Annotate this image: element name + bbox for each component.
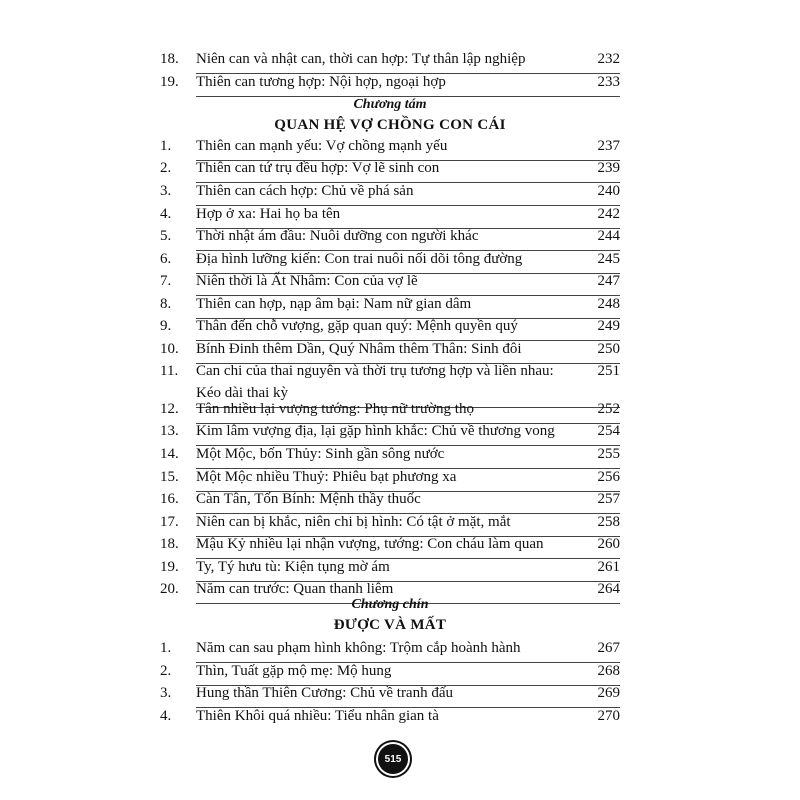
entry-number: 19. <box>160 74 179 90</box>
chapter-heading: QUAN HỆ VỢ CHỒNG CON CÁI <box>274 117 506 133</box>
entry-number: 6. <box>160 251 172 267</box>
entry-title: Thời nhật ám đầu: Nuôi dưỡng con người khác <box>196 228 479 244</box>
entry-title: Thìn, Tuất gặp mộ mẹ: Mộ hung <box>196 663 392 679</box>
entry-title: Kim lâm vượng địa, lại gặp hình khắc: Chủ về thương vong <box>196 423 555 439</box>
entry-page: 268 <box>597 663 620 679</box>
entry-number: 4. <box>160 206 172 222</box>
entry-page: 242 <box>597 206 620 222</box>
entry-title: Thiên can tương hợp: Nội hợp, ngoại hợp <box>196 74 446 90</box>
entry-page: 269 <box>597 685 620 701</box>
entry-number: 13. <box>160 423 179 439</box>
entry-page: 240 <box>597 183 620 199</box>
entry-title: Can chi của thai nguyên và thời trụ tương hợp và liền nhau: Kéo dài thai kỳ <box>196 363 554 401</box>
entry-page: 232 <box>597 51 620 67</box>
entry-number: 5. <box>160 228 172 244</box>
entry-page: 261 <box>597 559 620 575</box>
entry-number: 7. <box>160 273 172 289</box>
entry-title: Năm can sau phạm hình không: Trộm cắp hoành hành <box>196 640 521 656</box>
entry-title: Năm can trước: Quan thanh liêm <box>196 581 394 597</box>
entry-page: 257 <box>597 491 620 507</box>
entry-number: 18. <box>160 536 179 552</box>
toc-entry <box>160 338 620 360</box>
entry-title: Thiên can tứ trụ đều hợp: Vợ lẽ sinh con <box>196 160 440 176</box>
entry-number: 1. <box>160 640 172 656</box>
entry-page: 251 <box>597 363 620 379</box>
entry-page: 252 <box>597 401 620 417</box>
entry-page: 258 <box>597 514 620 530</box>
entry-page: 270 <box>597 708 620 724</box>
entry-number: 2. <box>160 160 172 176</box>
entry-number: 3. <box>160 685 172 701</box>
entry-title: Niên thời là Ất Nhâm: Con của vợ lẽ <box>196 273 418 289</box>
entry-number: 3. <box>160 183 172 199</box>
entry-page: 260 <box>597 536 620 552</box>
toc-entry <box>160 180 620 202</box>
entry-page: 250 <box>597 341 620 357</box>
toc-entry <box>160 466 620 488</box>
entry-number: 15. <box>160 469 179 485</box>
toc-entry <box>160 71 620 93</box>
toc-entry <box>160 660 620 682</box>
entry-page: 244 <box>597 228 620 244</box>
toc-entry <box>160 533 620 555</box>
entry-title: Tân nhiều lại vượng tướng: Phụ nữ trường thọ <box>196 401 474 417</box>
toc-entry <box>160 135 620 157</box>
toc-entry <box>160 293 620 315</box>
entry-number: 12. <box>160 401 179 417</box>
entry-title: Thân đến chỗ vượng, gặp quan quý: Mệnh quyền quý <box>196 318 518 334</box>
toc-entry <box>160 270 620 292</box>
entry-title: Càn Tân, Tốn Bính: Mệnh thầy thuốc <box>196 491 421 507</box>
entry-number: 14. <box>160 446 179 462</box>
entry-number: 10. <box>160 341 179 357</box>
entry-number: 20. <box>160 581 179 597</box>
entry-title: Thiên can hợp, nạp âm bại: Nam nữ gian dâm <box>196 296 472 312</box>
entry-page: 247 <box>597 273 620 289</box>
entry-title: Bính Đinh thêm Dần, Quý Nhâm thêm Thân: Sinh đôi <box>196 341 522 357</box>
toc-entry <box>160 225 620 247</box>
entry-number: 18. <box>160 51 179 67</box>
entry-title: Một Mộc, bốn Thủy: Sinh gần sông nước <box>196 446 445 462</box>
toc-entry <box>160 315 620 337</box>
toc-entry <box>160 398 620 420</box>
toc-entry <box>160 420 620 442</box>
toc-entry <box>160 203 620 225</box>
entry-title: Hợp ở xa: Hai họ ba tên <box>196 206 341 222</box>
toc-entry <box>160 682 620 704</box>
chapter-heading: ĐƯỢC VÀ MẤT <box>333 617 447 633</box>
entry-page: 245 <box>597 251 620 267</box>
entry-page: 267 <box>597 640 620 656</box>
toc-entry <box>160 705 620 727</box>
entry-title: Mậu Kỷ nhiều lại nhận vượng, tướng: Con cháu làm quan <box>196 536 544 552</box>
entry-title: Thiên Khôi quá nhiều: Tiểu nhân gian tà <box>196 708 439 724</box>
entry-page: 254 <box>597 423 620 439</box>
entry-page: 239 <box>597 160 620 176</box>
entry-number: 1. <box>160 138 172 154</box>
page-number-badge: 515 <box>378 744 408 774</box>
entry-page: 248 <box>597 296 620 312</box>
entry-page: 255 <box>597 446 620 462</box>
entry-number: 9. <box>160 318 172 334</box>
chapter-label: Chương tám <box>353 97 427 112</box>
toc-entry <box>160 248 620 270</box>
entry-title: Địa hình lưỡng kiến: Con trai nuôi nối dõi tông đường <box>196 251 523 267</box>
toc-entry <box>160 637 620 659</box>
entry-title: Ty, Tý hưu tù: Kiện tụng mờ ám <box>196 559 390 575</box>
toc-entry <box>160 157 620 179</box>
entry-title: Thiên can mạnh yếu: Vợ chồng mạnh yếu <box>196 138 448 154</box>
toc-entry <box>160 556 620 578</box>
entry-title: Một Mộc nhiều Thuỷ: Phiêu bạt phương xa <box>196 469 457 485</box>
entry-page: 264 <box>597 581 620 597</box>
entry-page: 249 <box>597 318 620 334</box>
entry-page: 237 <box>597 138 620 154</box>
entry-number: 19. <box>160 559 179 575</box>
entry-page: 233 <box>597 74 620 90</box>
toc-entry <box>160 488 620 510</box>
entry-number: 17. <box>160 514 179 530</box>
entry-title: Niên can bị khắc, niên chi bị hình: Có tật ở mặt, mắt <box>196 514 511 530</box>
entry-number: 16. <box>160 491 179 507</box>
entry-number: 2. <box>160 663 172 679</box>
entry-title: Niên can và nhật can, thời can hợp: Tự thân lập nghiệp <box>196 51 526 67</box>
entry-number: 8. <box>160 296 172 312</box>
entry-title: Thiên can cách hợp: Chủ về phá sản <box>196 183 414 199</box>
toc-entry <box>160 443 620 465</box>
chapter-label: Chương chín <box>351 597 429 612</box>
entry-number: 4. <box>160 708 172 724</box>
entry-page: 256 <box>597 469 620 485</box>
entry-number: 11. <box>160 363 179 379</box>
entry-title: Hung thần Thiên Cương: Chủ về tranh đấu <box>196 685 453 701</box>
toc-entry <box>160 511 620 533</box>
toc-entry <box>160 48 620 70</box>
